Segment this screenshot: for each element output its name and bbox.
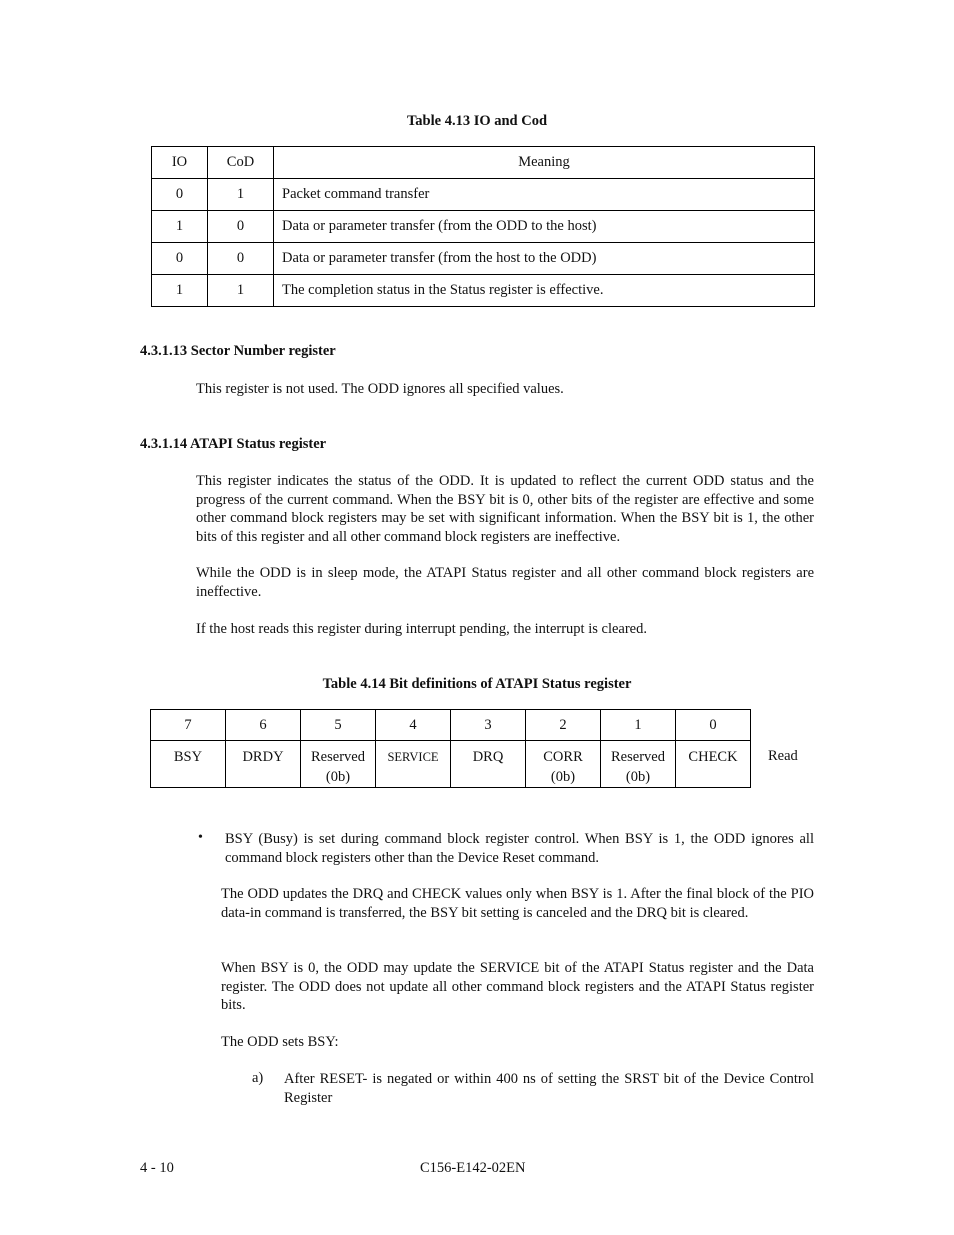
bit-name-cell (151, 741, 226, 788)
bit-name: Reserved (611, 749, 665, 765)
bit-name-cell (601, 741, 676, 788)
cell-meaning: Data or parameter transfer (from the ODD to the host) (274, 211, 815, 243)
bit-name-cell (451, 741, 526, 788)
cell-meaning: Packet command transfer (274, 179, 815, 211)
column-header-io: IO (152, 147, 208, 179)
atapi-status-paragraph-1: This register indicates the status of the ODD. It is updated to reflect the current ODD status and the progress of the current command. When the BSY bit is 0, other bits of the register are effective and some other command block registers may be set with significant information. When the BSY bit is 1, the other bits of this register and all other command block registers are ineffective. (196, 473, 814, 545)
bit-name-cell (676, 741, 751, 788)
section-heading-sector-number: 4.3.1.13 Sector Number register (140, 343, 336, 359)
section-heading-atapi-status: 4.3.1.14 ATAPI Status register (140, 436, 327, 452)
bit-name: BSY (173, 749, 203, 765)
column-header-meaning: Meaning (274, 147, 815, 179)
cell-meaning: Data or parameter transfer (from the host to the ODD) (274, 243, 815, 275)
bit-name: CORR (543, 749, 583, 765)
bsy-paragraph-1: The ODD updates the DRQ and CHECK values only when BSY is 1. After the final block of the PIO data-in command is transferred, the BSY bit setting is canceled and the DRQ bit is cleared. (221, 886, 814, 921)
list-item-label: a) (252, 1070, 264, 1086)
cell-io: 1 (152, 275, 208, 307)
bsy-paragraph-3: The ODD sets BSY: (221, 1034, 339, 1050)
bit-name: Reserved (311, 749, 365, 765)
bit-number: 1 (601, 710, 676, 741)
cell-io: 0 (152, 243, 208, 275)
page-number: 4 - 10 (140, 1160, 174, 1176)
bit-value-note: (0b) (325, 769, 351, 785)
cell-io: 1 (152, 211, 208, 243)
bit-name: SERVICE (387, 750, 439, 764)
register-access-label: Read (768, 748, 798, 764)
table-row (152, 275, 815, 307)
table-4-13-caption: Table 4.13 IO and Cod (406, 113, 548, 129)
bit-value-note: (0b) (625, 769, 651, 785)
table-row (152, 243, 815, 275)
bsy-paragraph-2: When BSY is 0, the ODD may update the SERVICE bit of the ATAPI Status register and the Data register. The ODD does not update all other command block registers and the ATAPI Status register bits. (221, 960, 814, 1013)
bit-number: 2 (526, 710, 601, 741)
table-4-14-caption: Table 4.14 Bit definitions of ATAPI Status register (322, 676, 632, 692)
cell-meaning: The completion status in the Status register is effective. (274, 275, 815, 307)
cell-io: 0 (152, 179, 208, 211)
table-row (152, 179, 815, 211)
bit-name-cell (526, 741, 601, 788)
bit-name-cell (376, 741, 451, 788)
cell-cod: 1 (208, 179, 274, 211)
bit-name: CHECK (688, 749, 738, 765)
bit-name: DRQ (472, 749, 504, 765)
table-header-row (152, 147, 815, 179)
bit-number: 3 (451, 710, 526, 741)
bit-number: 5 (301, 710, 376, 741)
bit-value-note: (0b) (550, 769, 576, 785)
bullet-icon: • (198, 830, 203, 845)
bit-name-cell (226, 741, 301, 788)
atapi-status-paragraph-2: While the ODD is in sleep mode, the ATAPI Status register and all other command block registers are ineffective. (196, 565, 814, 600)
bit-number-row (151, 710, 751, 741)
status-register-bit-table (150, 709, 751, 788)
cell-cod: 0 (208, 243, 274, 275)
io-cod-table (151, 146, 815, 307)
bsy-bullet-text: BSY (Busy) is set during command block register control. When BSY is 1, the ODD ignores all command block registers other than the Device Reset command. (225, 831, 814, 866)
document-id: C156-E142-02EN (420, 1160, 526, 1176)
atapi-status-paragraph-3: If the host reads this register during interrupt pending, the interrupt is cleared. (196, 621, 647, 637)
bit-number: 4 (376, 710, 451, 741)
bit-number: 7 (151, 710, 226, 741)
bit-number: 6 (226, 710, 301, 741)
column-header-cod: CoD (208, 147, 274, 179)
table-row (152, 211, 815, 243)
sector-number-description: This register is not used. The ODD ignores all specified values. (196, 381, 564, 397)
bit-name: DRDY (242, 749, 284, 765)
bit-name-row (151, 741, 751, 788)
bit-number: 0 (676, 710, 751, 741)
cell-cod: 1 (208, 275, 274, 307)
cell-cod: 0 (208, 211, 274, 243)
bit-name-cell (301, 741, 376, 788)
list-item-text: After RESET- is negated or within 400 ns of setting the SRST bit of the Device Control Register (284, 1071, 814, 1106)
